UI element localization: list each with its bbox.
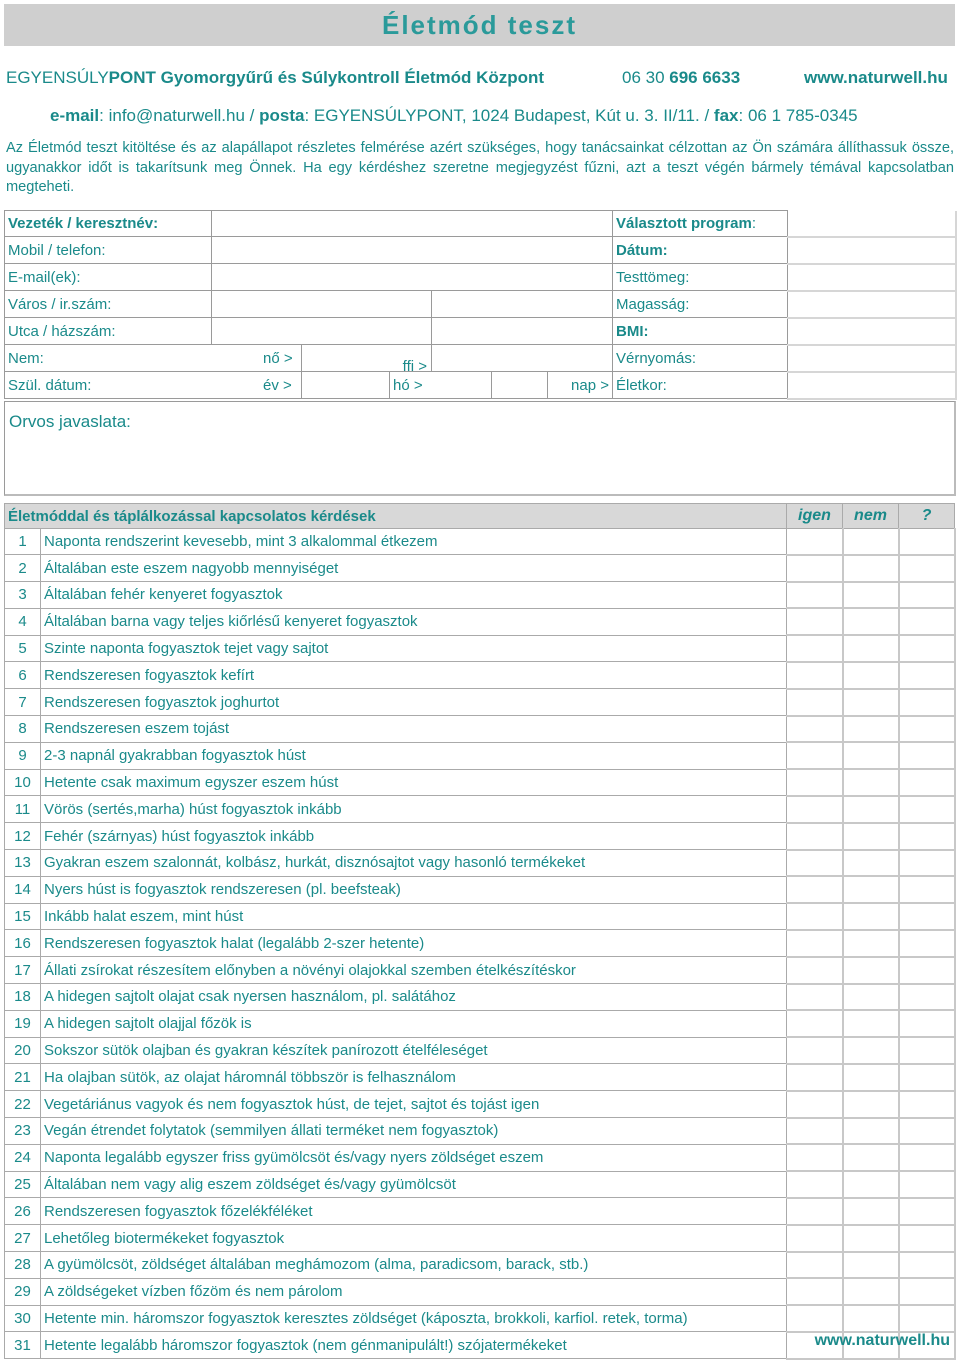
answer-no-cell[interactable] [843, 769, 899, 796]
doctor-recommendation-box[interactable] [4, 401, 956, 496]
answer-no-cell[interactable] [843, 662, 899, 689]
question-text: Hetente legalább háromszor fogyasztok (nem génmanipulált!) szójatermékeket [41, 1332, 787, 1359]
question-text: Általában este eszem nagyobb mennyiséget [41, 555, 787, 582]
question-row [5, 582, 955, 609]
answer-yes-cell[interactable] [787, 876, 843, 903]
street-label: Utca / házszám: [5, 318, 212, 345]
program-label [613, 211, 788, 237]
answer-no-cell[interactable] [843, 796, 899, 823]
question-text: Általában nem vagy alig eszem zöldséget és/vagy gyümölcsöt [41, 1171, 787, 1198]
answer-unsure-cell[interactable] [899, 635, 955, 662]
answer-unsure-cell[interactable] [899, 742, 955, 769]
question-text: Hetente csak maximum egyszer eszem húst [41, 769, 787, 796]
answer-unsure-cell[interactable] [899, 1225, 955, 1252]
question-row [5, 957, 955, 984]
answer-yes-cell[interactable] [787, 957, 843, 984]
question-text: Vörös (sertés,marha) húst fogyasztok inkább [41, 796, 787, 823]
question-number: 30 [5, 1305, 41, 1332]
answer-unsure-cell[interactable] [899, 957, 955, 984]
question-number: 27 [5, 1225, 41, 1252]
answer-yes-cell[interactable] [787, 555, 843, 582]
phone-prefix: 06 30 [622, 68, 670, 87]
question-text: A hidegen sajtolt olajat csak nyersen használom, pl. salátához [41, 984, 787, 1011]
question-text: Ha olajban sütök, az olajat háromnál többször is felhasználom [41, 1064, 787, 1091]
answer-yes-cell[interactable] [787, 1064, 843, 1091]
program-label-text: Választott program [616, 215, 752, 232]
answer-unsure-cell[interactable] [899, 1118, 955, 1145]
bp-field[interactable] [788, 345, 956, 372]
question-row [5, 984, 955, 1011]
question-number: 31 [5, 1332, 41, 1359]
post-label: posta [259, 106, 305, 125]
question-text: Fehér (szárnyas) húst fogyasztok inkább [41, 823, 787, 850]
question-number: 15 [5, 903, 41, 930]
question-text: Általában barna vagy teljes kiőrlésű kenyeret fogyasztok [41, 608, 787, 635]
answer-unsure-cell[interactable] [899, 555, 955, 582]
street-field[interactable] [212, 318, 432, 345]
answer-no-cell[interactable] [843, 716, 899, 743]
answer-yes-cell[interactable] [787, 1171, 843, 1198]
question-number: 29 [5, 1278, 41, 1305]
weight-field[interactable] [788, 264, 956, 291]
answer-no-cell[interactable] [843, 1278, 899, 1305]
answer-yes-cell[interactable] [787, 1118, 843, 1145]
answer-no-cell[interactable] [843, 1091, 899, 1118]
question-number: 26 [5, 1198, 41, 1225]
answer-yes-cell[interactable] [787, 582, 843, 609]
answer-yes-cell[interactable] [787, 716, 843, 743]
question-row [5, 742, 955, 769]
answer-yes-cell[interactable] [787, 1144, 843, 1171]
question-number: 5 [5, 635, 41, 662]
question-row [5, 555, 955, 582]
question-row [5, 903, 955, 930]
question-row [5, 876, 955, 903]
answer-unsure-cell[interactable] [899, 689, 955, 716]
email-label: e-mail [50, 106, 100, 125]
answer-no-cell[interactable] [843, 1010, 899, 1037]
sep: / [699, 106, 714, 125]
answer-yes-cell[interactable] [787, 635, 843, 662]
question-text: A zöldségeket vízben főzöm és nem párolom [41, 1278, 787, 1305]
answer-unsure-cell[interactable] [899, 769, 955, 796]
answer-no-cell[interactable] [843, 635, 899, 662]
name-label: Vezeték / keresztnév: [5, 211, 212, 237]
answer-no-cell[interactable] [843, 689, 899, 716]
question-number: 25 [5, 1171, 41, 1198]
answer-unsure-cell[interactable] [899, 1091, 955, 1118]
answer-no-cell[interactable] [843, 555, 899, 582]
question-row [5, 608, 955, 635]
question-text: Nyers húst is fogyasztok rendszeresen (pl. beefsteak) [41, 876, 787, 903]
question-text: Általában fehér kenyeret fogyasztok [41, 582, 787, 609]
email-label: E-mail(ek): [5, 264, 212, 291]
question-text: Állati zsírokat részesítem előnyben a növényi olajokkal szemben ételkészítéskor [41, 957, 787, 984]
question-row [5, 1305, 955, 1332]
question-row [5, 1118, 955, 1145]
answer-no-cell[interactable] [843, 850, 899, 877]
org-prefix: EGYENSÚLY [6, 68, 109, 87]
question-text: Naponta rendszerint kevesebb, mint 3 alkalommal étkezem [41, 529, 787, 555]
question-text: Sokszor sütök olajban és gyakran készítek panírozott ételféleséget [41, 1037, 787, 1064]
question-row [5, 529, 955, 555]
website-link[interactable]: www.naturwell.hu [804, 68, 948, 87]
answer-unsure-cell[interactable] [899, 984, 955, 1011]
question-text: Rendszeresen eszem tojást [41, 716, 787, 743]
question-row [5, 1091, 955, 1118]
answer-no-cell[interactable] [843, 984, 899, 1011]
question-row [5, 1010, 955, 1037]
phone [622, 68, 740, 88]
question-text: Rendszeresen fogyasztok joghurtot [41, 689, 787, 716]
answer-unsure-cell[interactable] [899, 876, 955, 903]
gender-label: Nem: [8, 349, 44, 367]
question-row [5, 1144, 955, 1171]
answer-yes-cell[interactable] [787, 1091, 843, 1118]
answer-unsure-cell[interactable] [899, 823, 955, 850]
answer-yes-cell[interactable] [787, 608, 843, 635]
question-row [5, 1064, 955, 1091]
answer-no-cell[interactable] [843, 1118, 899, 1145]
answer-no-cell[interactable] [843, 1252, 899, 1279]
question-number: 4 [5, 608, 41, 635]
answer-unsure-cell[interactable] [899, 930, 955, 957]
question-row [5, 1252, 955, 1279]
answer-yes-cell[interactable] [787, 1010, 843, 1037]
question-row [5, 823, 955, 850]
answer-unsure-cell[interactable] [899, 716, 955, 743]
program-field[interactable] [788, 211, 956, 237]
question-text: Hetente min. háromszor fogyasztok keresztes zöldséget (káposzta, brokkoli, karfiol. retek, torma) [41, 1305, 787, 1332]
question-row [5, 689, 955, 716]
answer-unsure-cell[interactable] [899, 850, 955, 877]
question-text: Gyakran eszem szalonnát, kolbász, hurkát, disznósajtot vagy hasonló termékeket [41, 850, 787, 877]
answer-unsure-cell[interactable] [899, 1010, 955, 1037]
answer-unsure-cell[interactable] [899, 662, 955, 689]
answer-no-cell[interactable] [843, 1064, 899, 1091]
question-text: Rendszeresen fogyasztok főzelékféléket [41, 1198, 787, 1225]
female-label: nő > [263, 349, 293, 367]
answer-unsure-cell[interactable] [899, 1305, 955, 1332]
question-text: A hidegen sajtolt olajjal főzök is [41, 1010, 787, 1037]
answer-yes-cell[interactable] [787, 903, 843, 930]
answer-no-cell[interactable] [843, 608, 899, 635]
question-row [5, 930, 955, 957]
question-number: 6 [5, 662, 41, 689]
question-number: 11 [5, 796, 41, 823]
question-row [5, 1278, 955, 1305]
personal-info-table [4, 210, 957, 400]
question-number: 1 [5, 529, 41, 555]
year-field[interactable] [302, 372, 390, 399]
answer-unsure-cell[interactable] [899, 1252, 955, 1279]
doctor-label: Orvos javaslata: [9, 412, 131, 431]
title-bar [4, 4, 955, 46]
answer-no-cell[interactable] [843, 1198, 899, 1225]
question-number: 20 [5, 1037, 41, 1064]
question-number: 2 [5, 555, 41, 582]
question-number: 19 [5, 1010, 41, 1037]
question-text: Rendszeresen fogyasztok kefírt [41, 662, 787, 689]
answer-unsure-cell[interactable] [899, 608, 955, 635]
answer-no-cell[interactable] [843, 930, 899, 957]
question-number: 22 [5, 1091, 41, 1118]
answer-no-cell[interactable] [843, 823, 899, 850]
answer-unsure-cell[interactable] [899, 1064, 955, 1091]
answer-yes-cell[interactable] [787, 1225, 843, 1252]
question-row [5, 716, 955, 743]
question-text: Szinte naponta fogyasztok tejet vagy sajtot [41, 635, 787, 662]
question-row [5, 850, 955, 877]
question-number: 24 [5, 1144, 41, 1171]
question-number: 18 [5, 984, 41, 1011]
question-number: 12 [5, 823, 41, 850]
answer-no-cell[interactable] [843, 742, 899, 769]
question-number: 14 [5, 876, 41, 903]
phone-label: Mobil / telefon: [5, 237, 212, 264]
month-field[interactable] [492, 372, 548, 399]
answer-unsure-cell[interactable] [899, 1198, 955, 1225]
fax-label: fax [713, 106, 739, 125]
question-row [5, 769, 955, 796]
answer-unsure-cell[interactable] [899, 1144, 955, 1171]
question-text: Rendszeresen fogyasztok halat (legalább 2-szer hetente) [41, 930, 787, 957]
question-number: 9 [5, 742, 41, 769]
answer-no-cell[interactable] [843, 903, 899, 930]
answer-yes-cell[interactable] [787, 662, 843, 689]
email-field[interactable] [212, 264, 613, 291]
birth-label: Szül. dátum: [8, 376, 92, 394]
answer-unsure-cell[interactable] [899, 903, 955, 930]
question-text: Lehetőleg biotermékeket fogyasztok [41, 1225, 787, 1252]
male-label: ffi > [402, 358, 427, 372]
answer-unsure-cell[interactable] [899, 1278, 955, 1305]
intro-text: Az Életmód teszt kitöltése és az alapállapot részletes felmérése azért szükséges, hogy tanácsainkat célzottan az Ön számára állíthassuk össze, ugyanakkor időt is takarítsunk meg Önnek. Ha egy kérdéshez szeretne megjegyzést fűzni, azt a teszt végén bármely témával kapcsolatban megteheti. [6, 140, 954, 195]
answer-yes-cell[interactable] [787, 930, 843, 957]
answer-yes-cell[interactable] [787, 769, 843, 796]
answer-yes-cell[interactable] [787, 1198, 843, 1225]
answer-yes-cell[interactable] [787, 1305, 843, 1332]
question-number: 8 [5, 716, 41, 743]
weight-label: Testtömeg: [613, 264, 788, 291]
gender-label-cell [5, 345, 302, 372]
question-row [5, 1225, 955, 1252]
month-label: hó > [393, 376, 423, 394]
day-label: nap > [548, 372, 613, 399]
male-field[interactable] [432, 345, 613, 372]
height-field[interactable] [788, 291, 956, 318]
answer-unsure-cell[interactable] [899, 582, 955, 609]
answer-yes-cell[interactable] [787, 796, 843, 823]
year-label: év > [263, 376, 292, 394]
question-row [5, 1198, 955, 1225]
answer-unsure-cell[interactable] [899, 1037, 955, 1064]
answer-yes-cell[interactable] [787, 689, 843, 716]
email[interactable]: : info@naturwell.hu [99, 106, 245, 125]
question-row [5, 1037, 955, 1064]
post-address: : EGYENSÚLYPONT, 1024 Budapest, Kút u. 3. II/11. [304, 106, 700, 125]
answer-unsure-cell[interactable] [899, 796, 955, 823]
answer-yes-cell[interactable] [787, 823, 843, 850]
page-title: Életmód teszt [381, 10, 578, 40]
contact-line-2 [50, 106, 858, 126]
answer-unsure-cell[interactable] [899, 1171, 955, 1198]
question-text: Vegán étrendet folytatok (semmilyen állati terméket nem fogyasztok) [41, 1118, 787, 1145]
question-row [5, 1332, 955, 1359]
question-number: 3 [5, 582, 41, 609]
zip-field[interactable] [432, 291, 613, 318]
question-number: 13 [5, 850, 41, 877]
answer-no-cell[interactable] [843, 1171, 899, 1198]
answer-no-cell[interactable] [843, 582, 899, 609]
org-name [6, 68, 544, 88]
colon: : [751, 215, 757, 232]
date-label: Dátum: [613, 237, 788, 264]
org-bold: PONT Gyomorgyűrű és Súlykontroll Életmód Központ [108, 68, 545, 87]
question-text: 2-3 napnál gyakrabban fogyasztok húst [41, 742, 787, 769]
answer-no-cell[interactable] [843, 1225, 899, 1252]
question-row [5, 796, 955, 823]
height-label: Magasság: [613, 291, 788, 318]
bp-label: Vérnyomás: [613, 345, 788, 372]
answer-yes-cell[interactable] [787, 984, 843, 1011]
house-number-field[interactable] [432, 318, 613, 345]
questions-table [4, 503, 956, 1360]
answer-no-cell[interactable] [843, 1144, 899, 1171]
answer-yes-cell[interactable] [787, 1252, 843, 1279]
question-text: Naponta legalább egyszer friss gyümölcsöt és/vagy nyers zöldséget eszem [41, 1144, 787, 1171]
date-field[interactable] [788, 237, 956, 264]
question-number: 7 [5, 689, 41, 716]
answer-header-yes: igen [787, 504, 843, 529]
question-row [5, 662, 955, 689]
city-label: Város / ir.szám: [5, 291, 212, 318]
city-field[interactable] [212, 291, 432, 318]
answer-no-cell[interactable] [843, 529, 899, 555]
answer-yes-cell[interactable] [787, 1278, 843, 1305]
phone-field[interactable] [212, 237, 613, 264]
answer-yes-cell[interactable] [787, 742, 843, 769]
questions-header-row [5, 504, 955, 529]
question-number: 16 [5, 930, 41, 957]
question-text: Vegetáriánus vagyok és nem fogyasztok húst, de tejet, sajtot és tojást igen [41, 1091, 787, 1118]
female-field[interactable] [302, 345, 432, 372]
answer-no-cell[interactable] [843, 1305, 899, 1332]
question-text: A gyümölcsöt, zöldséget általában meghámozom (alma, paradicsom, barack, stb.) [41, 1252, 787, 1279]
answer-no-cell[interactable] [843, 1037, 899, 1064]
answer-no-cell[interactable] [843, 876, 899, 903]
age-label: Életkor: [613, 372, 788, 399]
bmi-label: BMI: [613, 318, 788, 345]
question-number: 17 [5, 957, 41, 984]
question-number: 28 [5, 1252, 41, 1279]
question-number: 23 [5, 1118, 41, 1145]
name-field[interactable] [212, 211, 613, 237]
fax: : 06 1 785-0345 [738, 106, 858, 125]
answer-yes-cell[interactable] [787, 1037, 843, 1064]
month-cell [390, 372, 492, 399]
answer-yes-cell[interactable] [787, 529, 843, 555]
phone-bold: 696 6633 [669, 68, 741, 87]
answer-unsure-cell[interactable] [899, 529, 955, 555]
questions-header: Életmóddal és táplálkozással kapcsolatos kérdések [5, 504, 787, 529]
question-row [5, 635, 955, 662]
answer-no-cell[interactable] [843, 957, 899, 984]
sep: / [244, 106, 260, 125]
question-number: 21 [5, 1064, 41, 1091]
question-text: Inkább halat eszem, mint húst [41, 903, 787, 930]
answer-header-unsure: ? [899, 504, 955, 529]
question-number: 10 [5, 769, 41, 796]
question-row [5, 1171, 955, 1198]
footer-website[interactable]: www.naturwell.hu [814, 1332, 950, 1349]
answer-header-no: nem [843, 504, 899, 529]
answer-yes-cell[interactable] [787, 850, 843, 877]
birth-label-cell [5, 372, 302, 399]
bmi-field[interactable] [788, 318, 956, 345]
age-field[interactable] [788, 372, 956, 399]
